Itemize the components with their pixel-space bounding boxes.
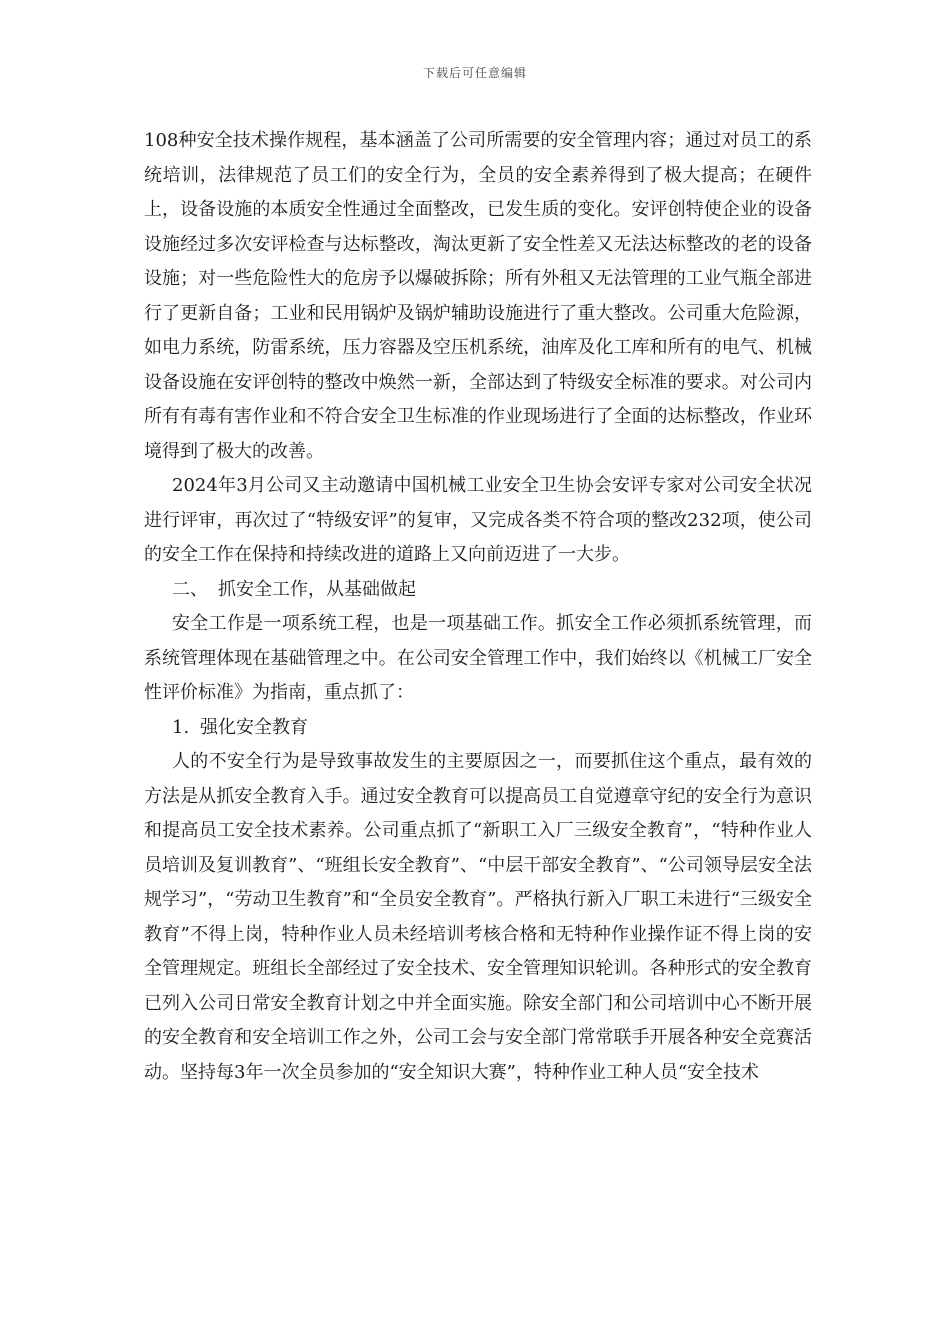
section-title: 抓安全工作，从基础做起: [218, 578, 416, 600]
page-header: 下载后可任意编辑: [422, 66, 527, 80]
paragraph-review-2024: 2024年3月公司又主动邀请中国机械工业安全卫生协会安评专家对公司安全状况进行评审，再次过了“特级安评”的复审，又完成各类不符合项的整改232项，使公司的安全工作在保持和持续改进的道路上又向前迈进了一大步。: [144, 475, 812, 565]
paragraph-continuation: 108种安全技术操作规程，基本涵盖了公司所需要的安全管理内容；通过对员工的系统培训，法律规范了员工们的安全行为，全员的安全素养得到了极大提高；在硬件上，设备设施的本质安全性通过全面整改，已发生质的变化。安评创特使企业的设备设施经过多次安评检查与达标整改，淘汰更新了安全性差又无法达标整改的老的设备设施；对一些危险性大的危房予以爆破拆除；所有外租又无法管理的工业气瓶全部进行了更新自备；工业和民用锅炉及锅炉辅助设施进行了重大整改。公司重大危险源，如电力系统，防雷系统，压力容器及空压机系统，油库及化工库和所有的电气、机械设备设施在安评创特的整改中焕然一新，全部达到了特级安全标准的要求。对公司内所有有毒有害作业和不符合安全卫生标准的作业现场进行了全面的达标整改，作业环境得到了极大的改善。: [144, 130, 812, 462]
section-number: 二、: [172, 578, 208, 600]
section-heading-2: [144, 573, 812, 608]
subsection-title: 强化安全教育: [200, 716, 308, 738]
document-body: [144, 124, 812, 1090]
subsection-number: 1.: [172, 716, 190, 738]
paragraph-safety-education: 人的不安全行为是导致事故发生的主要原因之一，而要抓住这个重点，最有效的方法是从抓安全教育入手。通过安全教育可以提高员工自觉遵章守纪的安全行为意识和提高员工安全技术素养。公司重点抓了“新职工入厂三级安全教育”，“特种作业人员培训及复训教育”、“班组长安全教育”、“中层干部安全教育”、“公司领导层安全法规学习”，“劳动卫生教育”和“全员安全教育”。严格执行新入厂职工未进行“三级安全教育”不得上岗，特种作业人员未经培训考核合格和无特种作业操作证不得上岗的安全管理规定。班组长全部经过了安全技术、安全管理知识轮训。各种形式的安全教育已列入公司日常安全教育计划之中并全面实施。除安全部门和公司培训中心不断开展的安全教育和安全培训工作之外，公司工会与安全部门常常联手开展各种安全竞赛活动。坚持每3年一次全员参加的“安全知识大赛”，特种作业工种人员“安全技术: [144, 751, 812, 1083]
subsection-heading-1: [144, 711, 812, 746]
paragraph-system-management: 安全工作是一项系统工程，也是一项基础工作。抓安全工作必须抓系统管理，而系统管理体现在基础管理之中。在公司安全管理工作中，我们始终以《机械工厂安全性评价标准》为指南，重点抓了：: [144, 613, 812, 703]
